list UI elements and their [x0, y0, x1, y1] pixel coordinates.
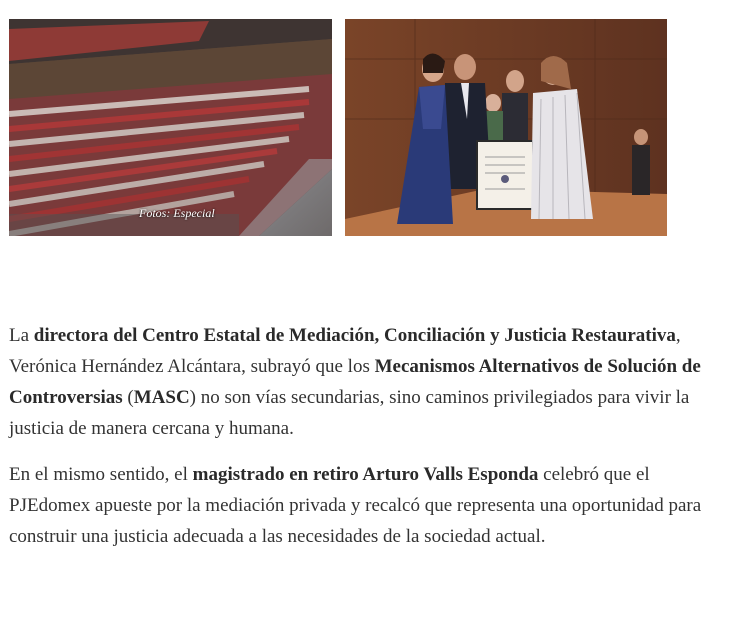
bold-phrase: directora del Centro Estatal de Mediación, Conciliación y Justicia Restaurativa [33, 325, 676, 346]
text: ) no son vías secundarias, sino caminos privilegiados para vivir la justicia de manera cercana y humana. [9, 387, 690, 439]
article-paragraph-1 [9, 320, 724, 444]
article-body [9, 320, 724, 567]
ceremony-photo-graphic [345, 19, 667, 236]
article-paragraph-2 [9, 459, 724, 552]
ceremony-photo [345, 19, 667, 236]
text: La [9, 325, 34, 346]
bold-phrase: Mecanismos Alternativos de Solución de Controversias [9, 356, 701, 408]
text: ( [122, 387, 134, 408]
bold-phrase: magistrado en retiro Arturo Valls Esponda [192, 464, 539, 485]
auditorium-photo-graphic [9, 19, 332, 236]
auditorium-photo [9, 19, 332, 236]
text: En el mismo sentido, el [9, 464, 193, 485]
photo-credit: Fotos: Especial [139, 206, 215, 220]
text: , Verónica Hernández Alcántara, subrayó que los [9, 325, 681, 377]
bold-phrase: MASC [133, 387, 190, 408]
text: celebró que el PJEdomex apueste por la mediación privada y recalcó que representa una oportunidad para construir una justicia adecuada a las necesidades de la sociedad actual. [9, 464, 702, 547]
